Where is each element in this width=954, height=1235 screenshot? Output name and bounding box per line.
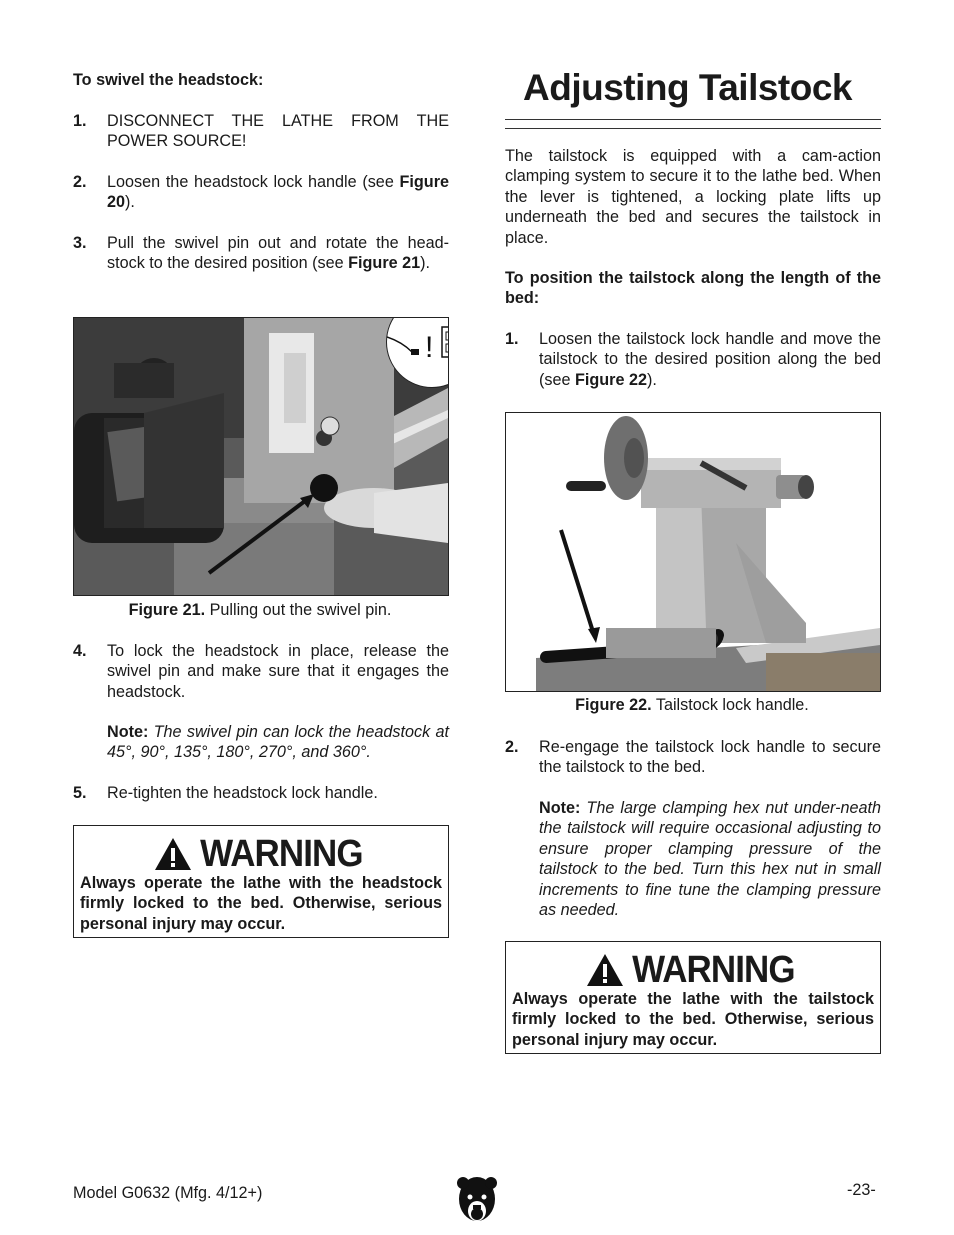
- step-text: Loosen the tailstock lock handle and move the tailstock to the desired position along the bed (see Figure 22).: [539, 330, 881, 389]
- figure-21-photo: [73, 317, 449, 596]
- footer-page-number: -23-: [847, 1181, 876, 1199]
- title-rule-top: [505, 119, 881, 120]
- title-rule-bottom: [505, 128, 881, 129]
- unplug-inset: [386, 317, 449, 388]
- left-note: Note: The swivel pin can lock the headstock at 45°, 90°, 135°, 180°, 270°, and 360°.: [107, 723, 449, 762]
- warning-title: WARNING: [631, 949, 795, 991]
- step-text: Re-tighten the headstock lock handle.: [107, 784, 378, 802]
- warning-header: [506, 950, 880, 990]
- position-heading: To position the tailstock along the length of the bed:: [505, 269, 881, 308]
- warning-header: [74, 834, 448, 874]
- warning-text: Always operate the lathe with the headstock firmly locked to the bed. Otherwise, serious personal injury may occur.: [80, 874, 442, 933]
- bear-head-icon: [457, 1175, 497, 1227]
- warning-title: WARNING: [199, 833, 363, 875]
- svg-text:!: !: [425, 331, 434, 364]
- step-text: Loosen the headstock lock handle (see Figure 20).: [107, 173, 449, 212]
- intro-paragraph: The tailstock is equipped with a cam-action clamping system to secure it to the lathe bed. When the lever is tightened, a locking plate lifts up underneath the bed and secures the tailstock in place.: [505, 147, 881, 247]
- figure-reference: Figure 21: [348, 254, 421, 273]
- figure-reference: Figure 20: [107, 173, 449, 212]
- step-number: 2.: [73, 173, 87, 191]
- figure-22-photo: [505, 412, 881, 692]
- left-step-1: [73, 111, 449, 153]
- step-number: 1.: [73, 112, 87, 130]
- step-number: 4.: [73, 642, 87, 660]
- right-step-1: [505, 329, 881, 391]
- footer-model: Model G0632 (Mfg. 4/12+): [73, 1184, 263, 1202]
- step-text: Re-engage the tailstock lock handle to secure the tailstock to the bed.: [539, 738, 881, 777]
- right-note: Note: The large clamping hex nut under-neath the tailstock will require occasional adjusting to ensure proper clamping pressure of the tailstock to the bed. Turn this hex nut in small increments to fine tune the clamping pressure as needed.: [539, 799, 881, 920]
- step-text: Pull the swivel pin out and rotate the head-stock to the desired position (see Figure 21).: [107, 234, 449, 273]
- warning-text: Always operate the lathe with the tailstock firmly locked to the bed. Otherwise, serious personal injury may occur.: [512, 990, 874, 1049]
- warning-triangle-icon: [585, 952, 625, 988]
- tailstock-illustration: [506, 413, 880, 691]
- left-step-2: [73, 172, 449, 214]
- headstock-warning-box: [73, 825, 449, 938]
- figure-22-caption: Figure 22. Tailstock lock handle.: [575, 696, 809, 714]
- left-step-5: [73, 783, 449, 805]
- step-text: To lock the headstock in place, release the swivel pin and make sure that it engages the headstock.: [107, 642, 449, 701]
- left-step-3: [73, 233, 449, 295]
- right-step-2: [505, 737, 881, 779]
- swivel-heading: To swivel the headstock:: [73, 71, 264, 89]
- warning-triangle-icon: [153, 836, 193, 872]
- figure-reference: Figure 22: [575, 370, 647, 389]
- step-number: 3.: [73, 234, 87, 252]
- power-plug-icon: [387, 317, 449, 387]
- step-number: 1.: [505, 330, 519, 348]
- figure-21-caption: Figure 21. Pulling out the swivel pin.: [128, 601, 392, 619]
- page-title: Adjusting Tailstock: [523, 67, 853, 108]
- left-step-4: [73, 641, 449, 703]
- step-number: 5.: [73, 784, 87, 802]
- tailstock-warning-box: [505, 941, 881, 1054]
- step-number: 2.: [505, 738, 519, 756]
- step-text: DISCONNECT THE LATHE FROM THE POWER SOURCE!: [107, 112, 449, 151]
